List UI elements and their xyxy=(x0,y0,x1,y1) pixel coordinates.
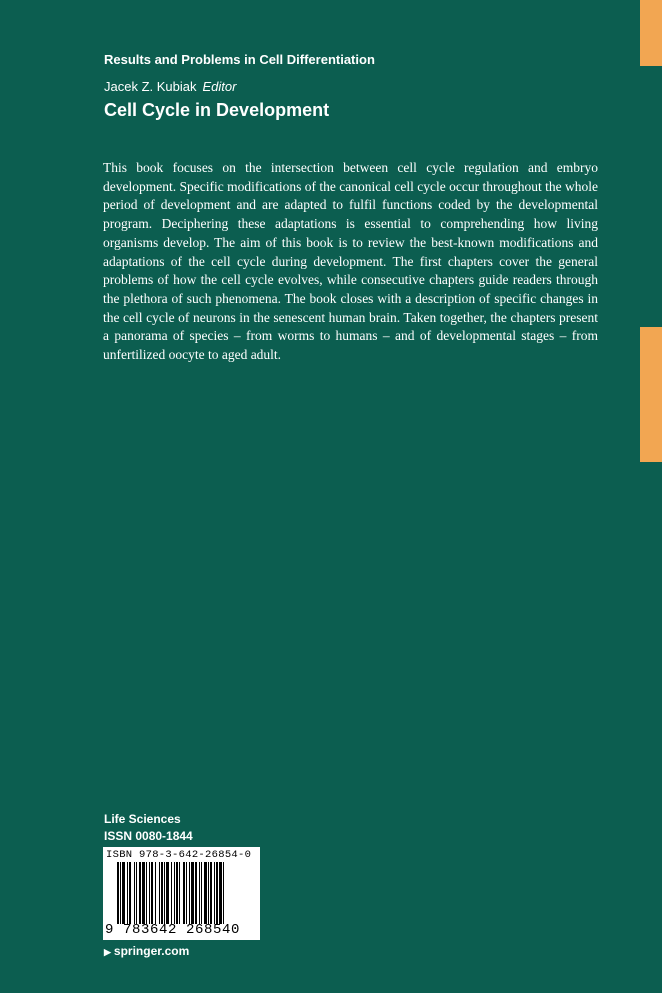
book-title: Cell Cycle in Development xyxy=(104,100,330,120)
barcode xyxy=(103,847,260,940)
editor-role: Editor xyxy=(202,79,237,94)
barcode-bars-graphic xyxy=(117,862,248,924)
isbn-text: ISBN 978-3-642-26854-0 xyxy=(106,849,252,861)
subject-category: Life Sciences xyxy=(104,812,181,826)
ean-digits: 9 783642 268540 xyxy=(105,922,241,938)
arrow-right-icon: ▶ xyxy=(104,947,111,957)
series-title: Results and Problems in Cell Differentiation xyxy=(104,52,375,67)
editor-line xyxy=(104,79,236,94)
book-description: This book focuses on the intersection between cell cycle regulation and embryo development. Specific modifications of the canonical cell cycle occur throughout the whole period of development and are adapted to fulfil functions coded by the developmental program. Deciphering these adaptations is essential to comprehending how living organisms develop. The aim of this book is to review the best-known modifications and adaptations of the cell cycle during development. The first chapters cover the general problems of how the cell cycle evolves, while consecutive chapters guide readers through the plethora of such phenomena. The book closes with a description of specific changes in the cell cycle of neurons in the senescent human brain. Taken together, the chapters present a panorama of species – from worms to humans – and of developmental stages – from unfertilized oocyte to aged adult. xyxy=(103,160,598,363)
publisher-url: springer.com xyxy=(113,944,190,958)
edge-tab-middle xyxy=(640,327,662,462)
edge-tab-top xyxy=(640,0,662,66)
publisher-website xyxy=(104,944,189,958)
issn-number: ISSN 0080-1844 xyxy=(104,829,193,843)
editor-name: Jacek Z. Kubiak xyxy=(104,79,197,94)
